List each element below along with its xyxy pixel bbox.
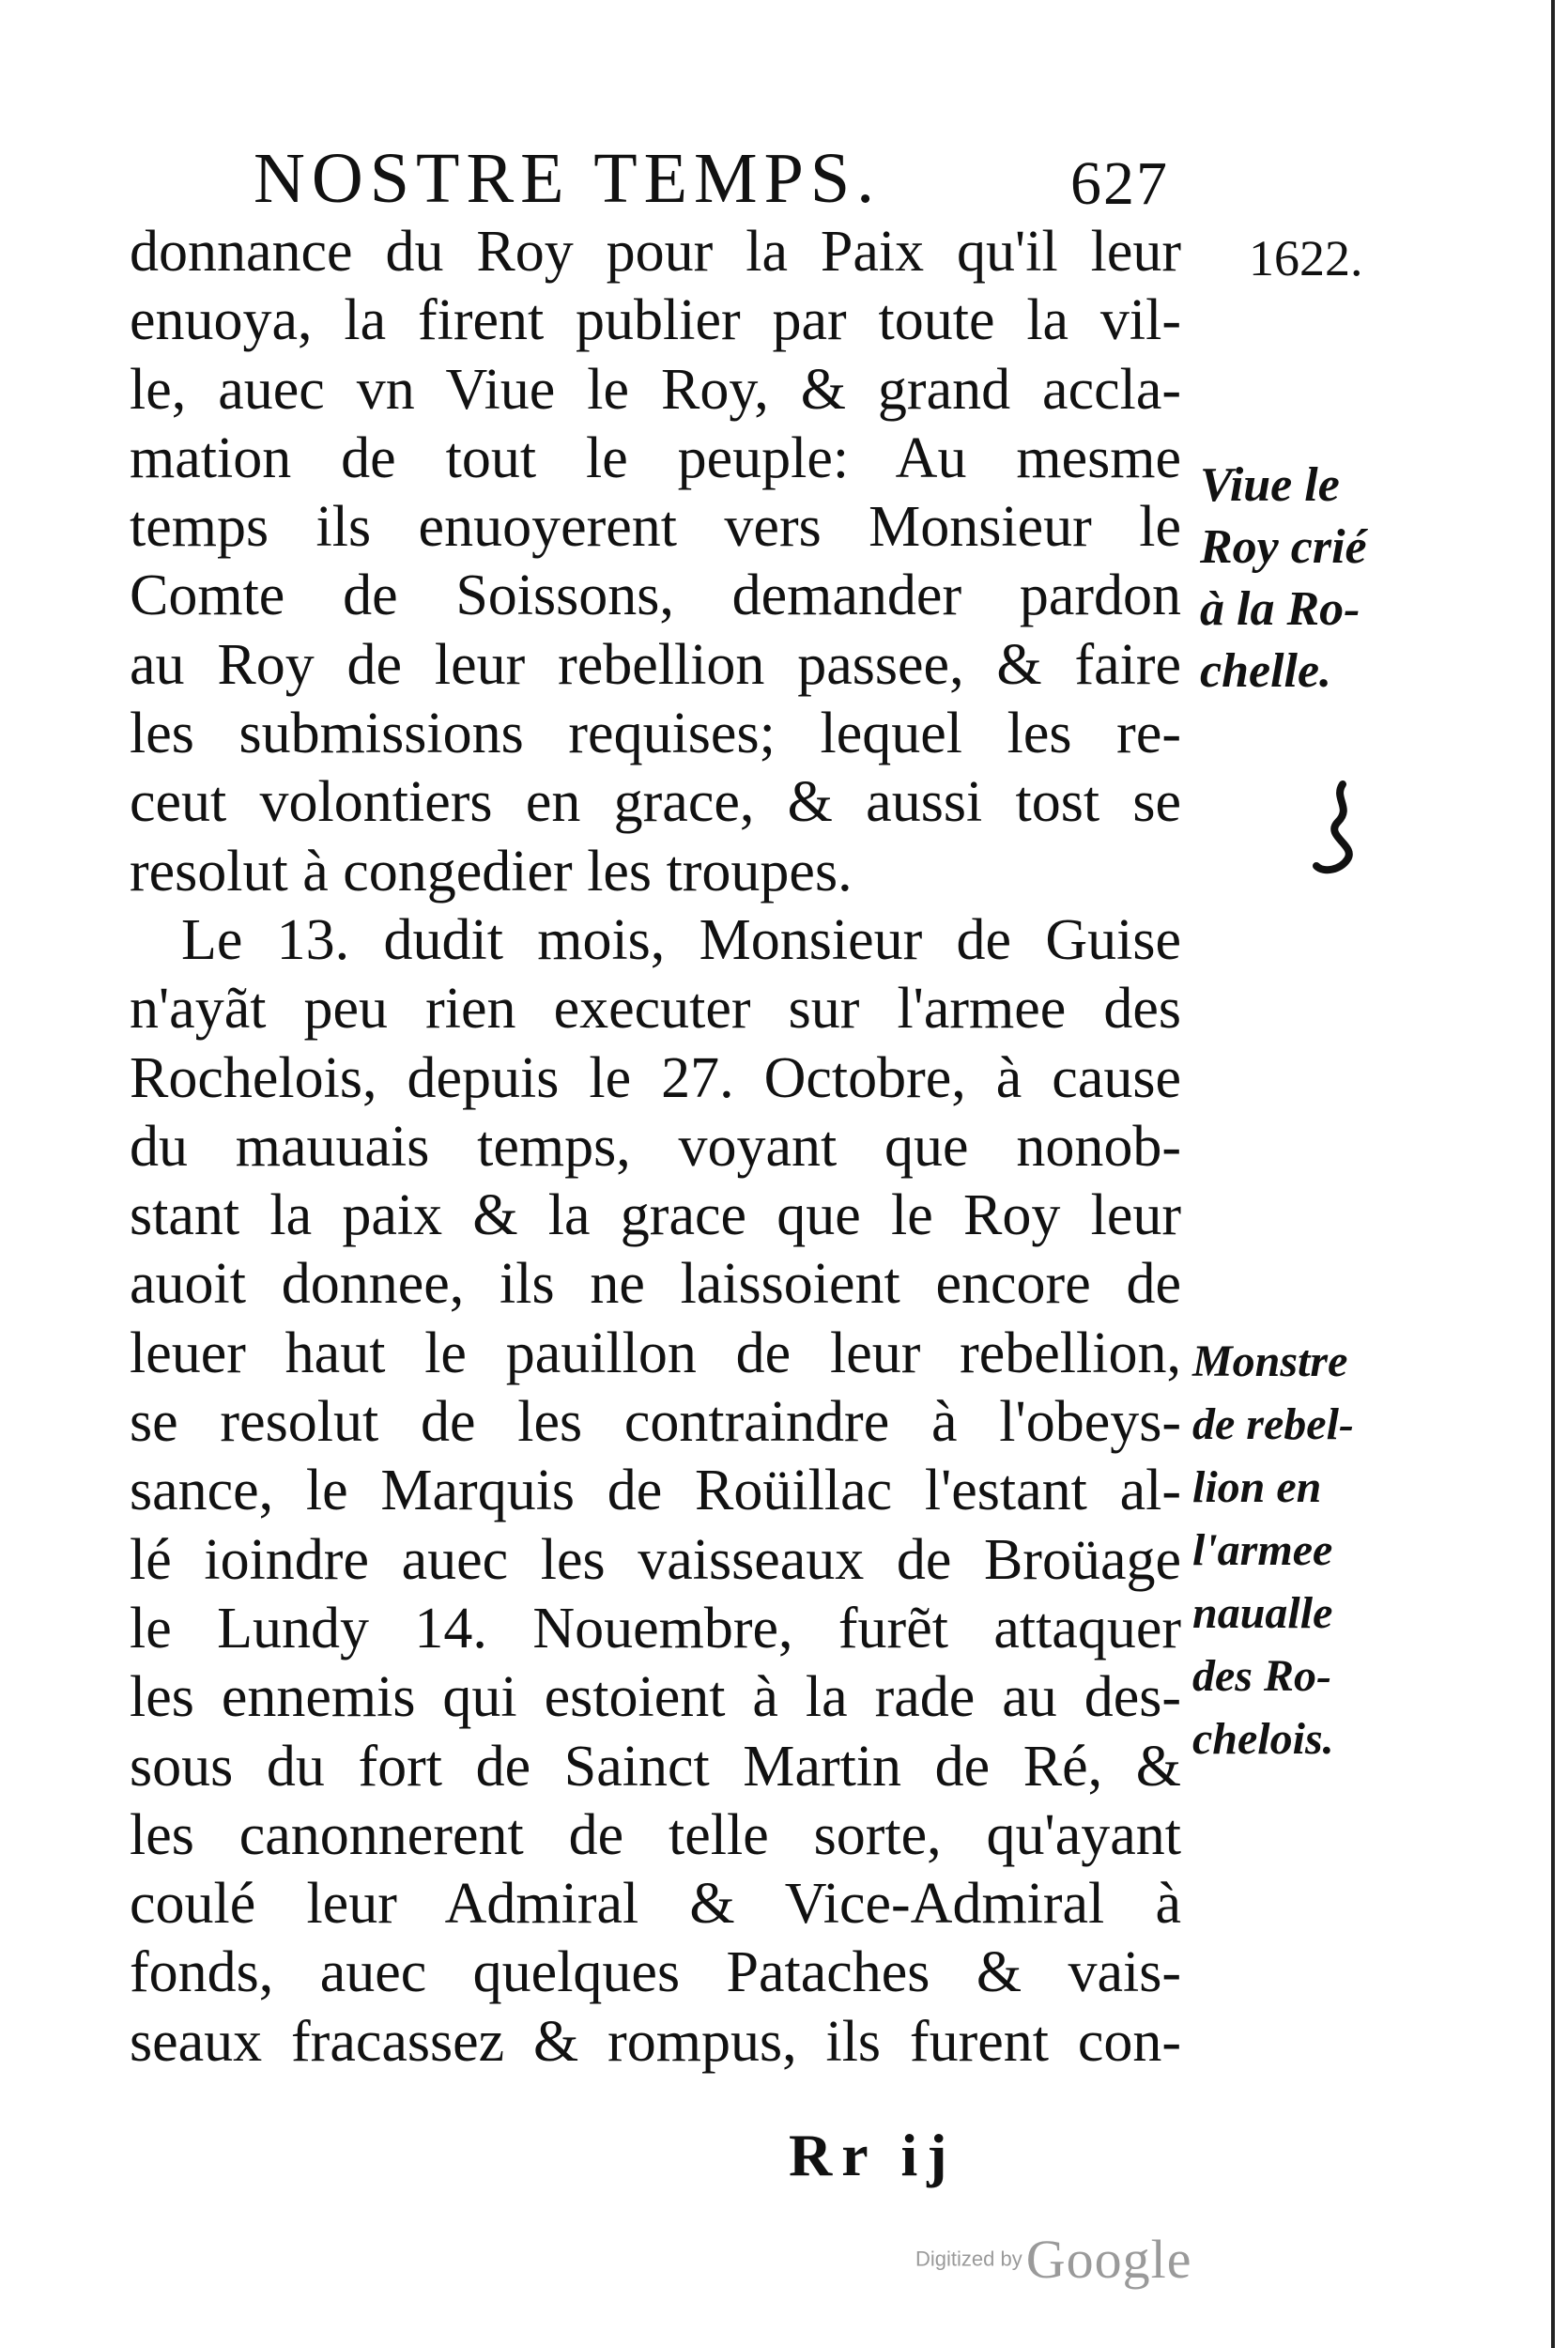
- margin-note-line: Monstre: [1192, 1336, 1348, 1386]
- text-line: enuoya, la firent publier par toute la vil-: [130, 288, 1181, 353]
- text-line: au Roy de leur rebellion passee, & faire: [130, 632, 1181, 697]
- ink-flourish-icon: [1305, 780, 1371, 883]
- margin-note-line: chelle.: [1200, 644, 1332, 698]
- margin-year: 1622.: [1249, 230, 1363, 286]
- text-line: fonds, auec quelques Pataches & vais-: [130, 1940, 1181, 2005]
- text-line: n'ayãt peu rien executer sur l'armee des: [130, 977, 1181, 1042]
- text-line: Comte de Soissons, demander pardon: [130, 564, 1181, 628]
- text-line: se resolut de les contraindre à l'obeys-: [130, 1390, 1181, 1455]
- margin-note-line: de rebel-: [1192, 1399, 1354, 1449]
- text-line: mation de tout le peuple: Au mesme: [130, 425, 1181, 490]
- margin-note-line: chelois.: [1192, 1714, 1334, 1764]
- page-header: [254, 141, 1192, 216]
- text-line: sance, le Marquis de Roüillac l'estant al-: [130, 1459, 1181, 1523]
- body-text: [130, 218, 1181, 2077]
- margin-note-viue-le-roy: [1200, 455, 1367, 703]
- watermark-prefix: Digitized by: [915, 2247, 1022, 2271]
- text-line: seaux fracassez & rompus, ils furent con-: [130, 2009, 1181, 2074]
- margin-note-line: à la Ro-: [1200, 582, 1360, 636]
- text-line: du mauuais temps, voyant que nonob-: [130, 1114, 1181, 1179]
- text-line: les ennemis qui estoient à la rade au des-: [130, 1665, 1181, 1730]
- google-logo: Google: [1025, 2229, 1192, 2290]
- text-line: temps ils enuoyerent vers Monsieur le: [130, 495, 1181, 560]
- margin-note-line: l'armee: [1192, 1525, 1333, 1575]
- text-line: leuer haut le pauillon de leur rebellion,: [130, 1321, 1181, 1385]
- text-line: le, auec vn Viue le Roy, & grand accla-: [130, 357, 1181, 422]
- running-head: NOSTRE TEMPS.: [254, 139, 882, 218]
- margin-note-line: des Ro-: [1192, 1651, 1331, 1701]
- margin-note-line: Roy crié: [1200, 520, 1367, 574]
- text-line: coulé leur Admiral & Vice-Admiral à: [130, 1872, 1181, 1937]
- text-line: donnance du Roy pour la Paix qu'il leur: [130, 220, 1181, 284]
- text-line: le Lundy 14. Nouembre, furẽt attaquer: [130, 1596, 1181, 1661]
- text-line: stant la paix & la grace que le Roy leur: [130, 1183, 1181, 1248]
- margin-note-line: lion en: [1192, 1462, 1322, 1512]
- margin-note-line: Viue le: [1200, 458, 1340, 512]
- text-line: ceut volontiers en grace, & aussi tost se: [130, 770, 1181, 835]
- margin-note-monstre-de-rebellion: [1192, 1330, 1354, 1770]
- text-line: resolut à congedier les troupes.: [130, 839, 853, 904]
- text-line: sous du fort de Sainct Martin de Ré, &: [130, 1734, 1181, 1799]
- text-line: les canonnerent de telle sorte, qu'ayant: [130, 1802, 1181, 1867]
- text-line: lé ioindre auec les vaisseaux de Broüage: [130, 1527, 1181, 1592]
- text-line: Le 13. dudit mois, Monsieur de Guise: [181, 907, 1181, 972]
- page-number: 627: [1070, 149, 1169, 218]
- margin-note-line: naualle: [1192, 1588, 1333, 1638]
- text-line: les submissions requises; lequel les re-: [130, 702, 1181, 766]
- signature-mark: Rr ij: [789, 2122, 957, 2188]
- scan-edge-line: [1551, 0, 1555, 2348]
- text-line: Rochelois, depuis le 27. Octobre, à cause: [130, 1045, 1181, 1110]
- text-line: auoit donnee, ils ne laissoient encore de: [130, 1252, 1181, 1317]
- digitization-watermark: [915, 2228, 1191, 2291]
